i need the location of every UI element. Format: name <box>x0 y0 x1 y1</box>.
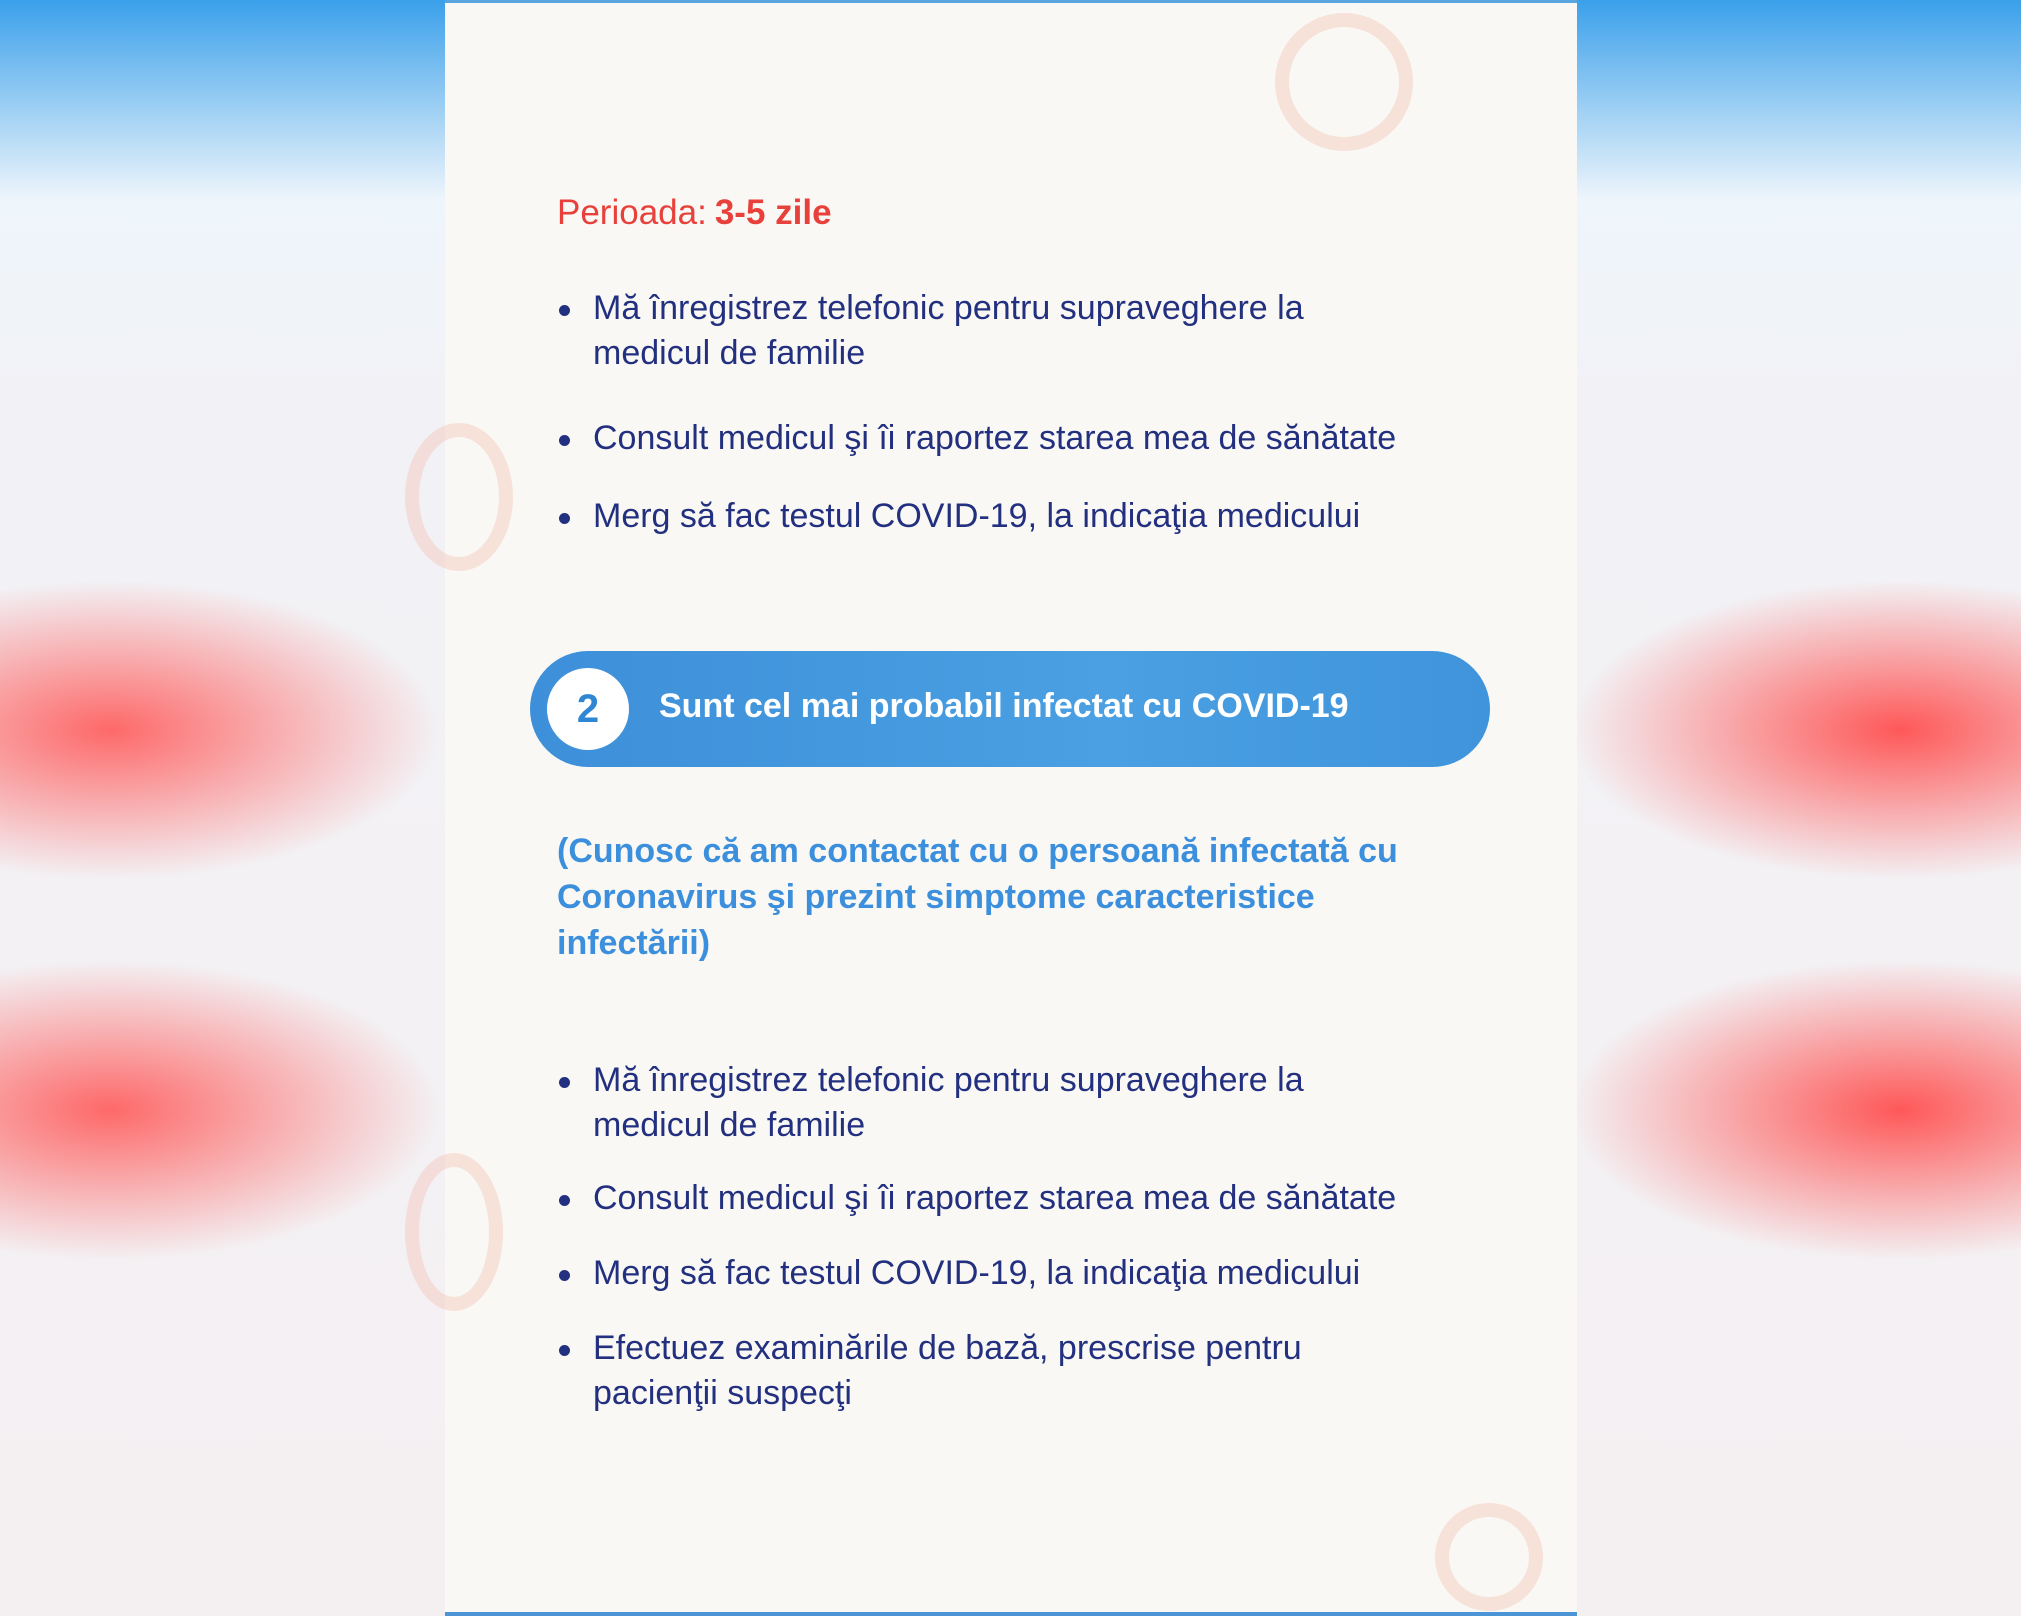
bullet-icon <box>559 305 570 316</box>
list-item-text: Mă înregistrez telefonic pentru supraveghere la medicul de familie <box>593 289 1304 372</box>
bullet-icon <box>559 435 570 446</box>
list-item <box>557 494 1457 539</box>
period <box>557 193 832 233</box>
section-2-banner <box>530 651 1490 767</box>
virus-decoration-icon <box>1275 13 1413 151</box>
bullet-icon <box>559 1345 570 1356</box>
virus-decoration-icon <box>405 423 513 571</box>
list-item-text: Consult medicul şi îi raportez starea mea de sănătate <box>593 419 1397 457</box>
leaflet-page <box>445 0 1577 1616</box>
list-item <box>557 1251 1457 1296</box>
section-number: 2 <box>547 668 629 750</box>
list-item <box>557 1176 1457 1221</box>
section-title: Sunt cel mai probabil infectat cu COVID-19 <box>659 687 1349 725</box>
list-item <box>557 286 1313 376</box>
list-item-text: Merg să fac testul COVID-19, la indicaţia medicului <box>593 1254 1361 1292</box>
section-note: (Cunosc că am contactat cu o persoană infectată cu Coronavirus şi prezint simptome caracteristice infectării) <box>557 832 1398 962</box>
virus-decoration-icon <box>1435 1503 1543 1611</box>
list-item-text: Efectuez examinările de bază, prescrise pentru pacienţii suspecţi <box>593 1329 1302 1412</box>
bullet-icon <box>559 1270 570 1281</box>
period-value: 3-5 zile <box>714 193 832 232</box>
bullet-icon <box>559 513 570 524</box>
list-item-text: Consult medicul şi îi raportez starea mea de sănătate <box>593 1179 1397 1217</box>
steps-list-2 <box>557 1058 1457 1449</box>
list-item-text: Mă înregistrez telefonic pentru supraveghere la medicul de familie <box>593 1061 1304 1144</box>
bullet-icon <box>559 1195 570 1206</box>
steps-list-1 <box>557 286 1457 572</box>
list-item <box>557 416 1457 461</box>
list-item <box>557 1058 1313 1148</box>
list-item <box>557 1326 1353 1416</box>
bullet-icon <box>559 1077 570 1088</box>
list-item-text: Merg să fac testul COVID-19, la indicaţia medicului <box>593 497 1361 535</box>
virus-decoration-icon <box>405 1153 503 1311</box>
period-label: Perioada: <box>557 193 707 232</box>
